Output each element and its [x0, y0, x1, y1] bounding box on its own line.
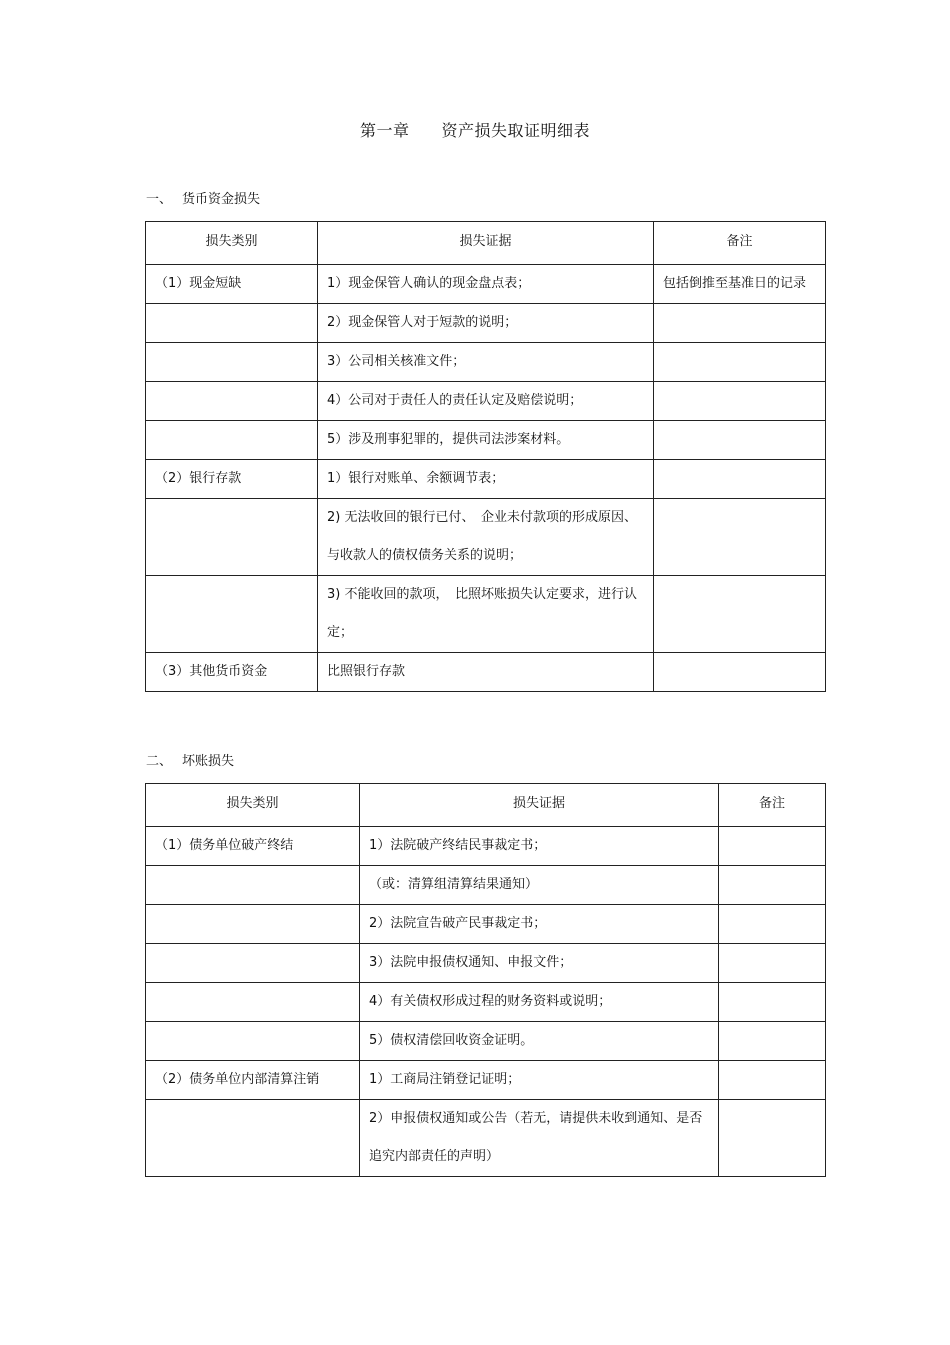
remarks-cell — [719, 905, 826, 944]
bad-debt-loss-table — [145, 783, 826, 1177]
loss-evidence-cell: （或：清算组清算结果通知） — [360, 866, 719, 905]
remarks-cell — [654, 382, 826, 421]
loss-category-cell — [146, 983, 360, 1022]
loss-evidence-cell: 1）工商局注销登记证明； — [360, 1061, 719, 1100]
section-heading-monetary-funds — [146, 188, 260, 207]
loss-evidence-cell: 2）法院宣告破产民事裁定书； — [360, 905, 719, 944]
loss-category-cell — [146, 1100, 360, 1177]
loss-category-cell — [146, 576, 318, 653]
table-row — [146, 576, 826, 653]
table-row — [146, 304, 826, 343]
table-row — [146, 343, 826, 382]
header-loss-category: 损失类别 — [146, 222, 318, 265]
table-row — [146, 905, 826, 944]
loss-evidence-cell: 4）有关债权形成过程的财务资料或说明； — [360, 983, 719, 1022]
remarks-cell — [654, 421, 826, 460]
loss-evidence-cell: 3）法院申报债权通知、申报文件； — [360, 944, 719, 983]
loss-evidence-cell: 3）公司相关核准文件； — [318, 343, 654, 382]
document-title: 资产损失取证明细表 — [441, 121, 591, 140]
remarks-cell — [654, 653, 826, 692]
loss-evidence-cell: 2) 无法收回的银行已付、 企业未付款项的形成原因、与收款人的债权债务关系的说明； — [318, 499, 654, 576]
section-title: 坏账损失 — [182, 754, 235, 769]
loss-evidence-cell: 3) 不能收回的款项， 比照坏账损失认定要求，进行认定； — [318, 576, 654, 653]
loss-category-cell — [146, 382, 318, 421]
remarks-cell — [654, 499, 826, 576]
loss-category-cell: （3）其他货币资金 — [146, 653, 318, 692]
loss-category-cell — [146, 866, 360, 905]
table-row — [146, 827, 826, 866]
remarks-cell: 包括倒推至基准日的记录 — [654, 265, 826, 304]
table-row — [146, 983, 826, 1022]
remarks-cell — [654, 304, 826, 343]
table-header-row — [146, 222, 826, 265]
remarks-cell — [719, 866, 826, 905]
header-loss-evidence: 损失证据 — [360, 784, 719, 827]
remarks-cell — [719, 827, 826, 866]
header-remarks: 备注 — [719, 784, 826, 827]
loss-evidence-cell: 5）涉及刑事犯罪的，提供司法涉案材料。 — [318, 421, 654, 460]
loss-category-cell — [146, 944, 360, 983]
table-row — [146, 460, 826, 499]
remarks-cell — [719, 983, 826, 1022]
loss-category-cell — [146, 304, 318, 343]
loss-category-cell: （2）银行存款 — [146, 460, 318, 499]
loss-evidence-cell: 比照银行存款 — [318, 653, 654, 692]
table-row — [146, 1061, 826, 1100]
section-number: 二、 — [146, 754, 173, 769]
table-row — [146, 499, 826, 576]
remarks-cell — [719, 944, 826, 983]
table-row — [146, 866, 826, 905]
loss-category-cell — [146, 905, 360, 944]
table-row — [146, 1022, 826, 1061]
loss-category-cell: （1）债务单位破产终结 — [146, 827, 360, 866]
loss-evidence-cell: 4）公司对于责任人的责任认定及赔偿说明； — [318, 382, 654, 421]
loss-evidence-cell: 5）债权清偿回收资金证明。 — [360, 1022, 719, 1061]
remarks-cell — [654, 576, 826, 653]
page-title — [0, 118, 950, 141]
table-row — [146, 421, 826, 460]
loss-category-cell — [146, 343, 318, 382]
header-remarks: 备注 — [654, 222, 826, 265]
loss-category-cell — [146, 1022, 360, 1061]
section-number: 一、 — [146, 192, 173, 207]
remarks-cell — [719, 1100, 826, 1177]
table-row — [146, 944, 826, 983]
loss-category-cell: （2）债务单位内部清算注销 — [146, 1061, 360, 1100]
table-header-row — [146, 784, 826, 827]
table-row — [146, 653, 826, 692]
loss-category-cell — [146, 421, 318, 460]
remarks-cell — [719, 1061, 826, 1100]
loss-category-cell — [146, 499, 318, 576]
header-loss-evidence: 损失证据 — [318, 222, 654, 265]
loss-evidence-cell: 1）现金保管人确认的现金盘点表； — [318, 265, 654, 304]
section-heading-bad-debt — [146, 750, 234, 769]
section-title: 货币资金损失 — [182, 192, 261, 207]
chapter-label: 第一章 — [359, 121, 410, 140]
loss-evidence-cell: 2）申报债权通知或公告（若无，请提供未收到通知、是否追究内部责任的声明） — [360, 1100, 719, 1177]
remarks-cell — [654, 343, 826, 382]
remarks-cell — [719, 1022, 826, 1061]
table-row — [146, 1100, 826, 1177]
monetary-funds-loss-table — [145, 221, 826, 692]
loss-evidence-cell: 1）银行对账单、余额调节表； — [318, 460, 654, 499]
remarks-cell — [654, 460, 826, 499]
table-row — [146, 382, 826, 421]
loss-category-cell: （1）现金短缺 — [146, 265, 318, 304]
loss-evidence-cell: 2）现金保管人对于短款的说明； — [318, 304, 654, 343]
header-loss-category: 损失类别 — [146, 784, 360, 827]
table-row — [146, 265, 826, 304]
loss-evidence-cell: 1）法院破产终结民事裁定书； — [360, 827, 719, 866]
